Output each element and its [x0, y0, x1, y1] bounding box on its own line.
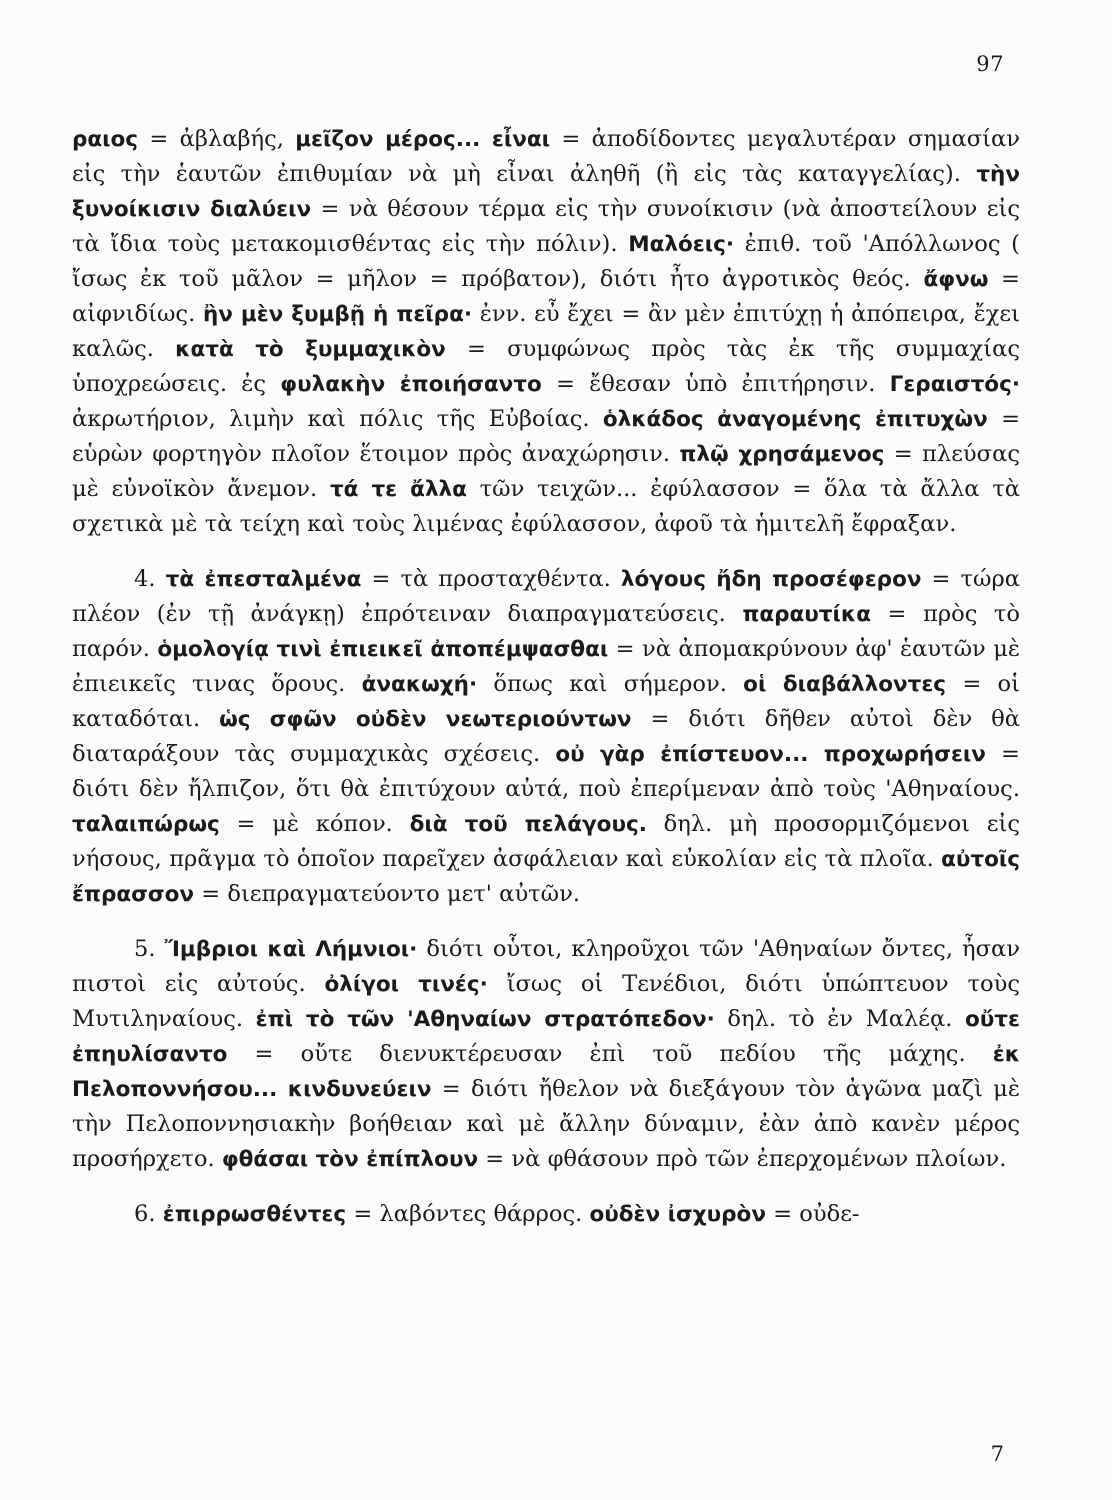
gloss-text: ἀκρωτήριον, λιμὴν καὶ πόλις τῆς Εὐβοίας.	[72, 406, 603, 432]
paragraph-5	[72, 932, 1020, 1177]
gloss-text: = διότι δῆθεν αὐτοὶ δὲν θὰ διαταράξουν τὰς συμμαχικὰς σχέσεις.	[72, 706, 1020, 767]
lemma-term: ὁλκάδος ἀναγομένης ἐπιτυχὼν	[602, 407, 988, 432]
gloss-text: = ἀποδίδοντες μεγαλυτέραν σημασίαν εἰς τὴν ἑαυτῶν ἐπιθυμίαν νὰ μὴ εἶναι ἀληθῆ (ἢ εἰς τὰς καταγγελίας).	[72, 126, 1020, 187]
paragraph-6	[72, 1197, 1020, 1232]
lemma-term: ἐκ Πελοποννήσου... κινδυνεύειν	[72, 1042, 1020, 1102]
gloss-text: = διεπραγματεύοντο μετ' αὐτῶν.	[194, 881, 581, 907]
gloss-text: = πλεύσας μὲ εὐνοϊκὸν ἄνεμον.	[72, 441, 1020, 502]
lemma-term: οἱ διαβάλλοντες	[743, 672, 947, 697]
signature-mark: 7	[990, 1442, 1004, 1466]
lemma-term: κατὰ τὸ ξυμμαχικὸν	[175, 337, 446, 362]
gloss-text: = ἀβλαβής,	[138, 126, 296, 152]
gloss-text: ὅπως καὶ σήμερον.	[477, 671, 744, 697]
lemma-term: αὐτοῖς ἔπρασσον	[72, 847, 1020, 907]
gloss-text: δηλ. τὸ ἐν Μαλέᾳ.	[714, 1006, 965, 1032]
gloss-text: ἴσως οἱ Τενέδιοι, διότι ὑπώπτευον τοὺς Μυτιληναίους.	[72, 971, 1020, 1032]
gloss-text: διότι οὗτοι, κληροῦχοι τῶν 'Αθηναίων ὄντες, ἦσαν πιστοὶ εἰς αὐτούς.	[72, 936, 1021, 997]
lemma-term: πλῷ χρησάμενος	[679, 442, 885, 467]
lemma-term: ἄφνω	[923, 267, 989, 292]
lemma-term: Ἴμβριοι καὶ Λήμνιοι·	[164, 937, 418, 962]
gloss-text: = διότι δὲν ἤλπιζον, ὅτι θὰ ἐπιτύχουν αὐτά, ποὺ ἐπερίμεναν ἀπὸ τοὺς 'Αθηναίους.	[72, 741, 1020, 802]
lemma-term: ἀνακωχή·	[361, 672, 478, 697]
gloss-text: = συμφώνως πρὸς τὰς ἐκ τῆς συμμαχίας ὑποχρεώσεις. ἐς	[72, 336, 1020, 397]
gloss-text: = νὰ θέσουν τέρμα εἰς τὴν συνοίκισιν (νὰ ἀποστείλουν εἰς τὰ ἴδια τοὺς μετακομισθέντας εἰς τὴν πόλιν).	[72, 196, 1020, 257]
paragraph-text	[72, 1197, 1020, 1232]
lemma-term: παραυτίκα	[742, 602, 871, 627]
gloss-text: = εὑρὼν φορτηγὸν πλοῖον ἕτοιμον πρὸς ἀναχώρησιν.	[72, 406, 1021, 467]
gloss-text: = οἱ καταδόται.	[72, 671, 1020, 732]
paragraph-number: 6.	[134, 1201, 163, 1227]
gloss-text: = νὰ φθάσουν πρὸ τῶν ἐπερχομένων πλοίων.	[478, 1146, 1007, 1172]
gloss-text: = νὰ ἀπομακρύνουν ἀφ' ἑαυτῶν μὲ ἐπιεικεῖς τινας ὅρους.	[72, 636, 1021, 697]
page-number: 97	[976, 52, 1004, 76]
lemma-term: ὁμολογίᾳ τινὶ ἐπιεικεῖ ἀποπέμψασθαι	[157, 637, 609, 662]
lemma-term: ὡς σφῶν οὐδὲν νεωτεριούντων	[219, 707, 632, 732]
lemma-term: μεῖζον μέρος... εἶναι	[295, 127, 551, 152]
gloss-text: = αἰφνιδίως.	[72, 266, 1020, 327]
gloss-text: = ἔθεσαν ὑπὸ ἐπιτήρησιν.	[541, 371, 890, 397]
lemma-term: ἐπὶ τὸ τῶν 'Αθηναίων στρατόπεδον·	[255, 1007, 715, 1032]
gloss-text: δηλ. μὴ προσορμιζόμενοι εἰς νήσους, πρᾶγμα τὸ ὁποῖον παρεῖχεν ἀσφάλειαν καὶ εὐκολίαν εἰς τὰ πλοῖα.	[72, 811, 1020, 872]
gloss-text: = τὰ προσταχθέντα.	[361, 566, 621, 592]
paragraph-continuation	[72, 122, 1020, 542]
paragraph-number: 5.	[134, 936, 165, 962]
paragraph-4	[72, 562, 1020, 912]
gloss-text: = οὔτε διενυκτέρευσαν ἐπὶ τοῦ πεδίου τῆς μάχης.	[227, 1041, 993, 1067]
lemma-term: τὴν ξυνοίκισιν διαλύειν	[72, 162, 1020, 222]
lemma-term: φθάσαι τὸν ἐπίπλουν	[221, 1147, 479, 1172]
gloss-text: = πρὸς τὸ παρόν.	[72, 601, 1021, 662]
lemma-term: ἐπιρρωσθέντες	[162, 1202, 347, 1227]
lemma-term: ραιος	[72, 127, 139, 152]
gloss-text: ἐνν. εὖ ἔχει = ἂν μὲν ἐπιτύχῃ ἡ ἀπόπειρα, ἔχει καλῶς.	[72, 301, 1020, 362]
paragraph-text	[72, 562, 1020, 912]
lemma-term: οὐδὲν ἰσχυρὸν	[589, 1202, 766, 1227]
lemma-term: φυλακὴν ἐποιήσαντο	[280, 372, 542, 397]
gloss-text: = λαβόντες θάρρος.	[346, 1201, 590, 1227]
gloss-text: = μὲ κόπον.	[219, 811, 410, 837]
lemma-term: ταλαιπώρως	[72, 812, 220, 837]
lemma-term: τὰ ἐπεσταλμένα	[165, 567, 362, 592]
lemma-term: Γεραιστός·	[889, 372, 1020, 397]
gloss-text: = διότι ἤθελον νὰ διεξάγουν τὸν ἀγῶνα μαζὶ μὲ τὴν Πελοποννησιακὴν βοήθειαν καὶ μὲ ἄλλην δύναμιν, ἐὰν ἀπὸ κανὲν μέρος προσήρχετο.	[72, 1076, 1020, 1172]
gloss-text: = τώρα πλέον (ἐν τῇ ἀνάγκῃ) ἐπρότειναν διαπραγματεύσεις.	[72, 566, 1020, 627]
gloss-text: ἐπιθ. τοῦ 'Απόλλωνος ( ἴσως ἐκ τοῦ μᾶλον = μῆλον = πρόβατον), διότι ἦτο ἀγροτικὸς θεός.	[72, 231, 1020, 292]
commentary-body	[72, 122, 1020, 1232]
paragraph-number: 4.	[134, 566, 166, 592]
gloss-text: = οὐδε-	[765, 1201, 860, 1227]
lemma-term: Μαλόεις·	[628, 232, 734, 257]
lemma-term: λόγους ἤδη προσέφερον	[620, 567, 922, 592]
lemma-term: ὀλίγοι τινές·	[324, 972, 488, 997]
lemma-term: διὰ τοῦ πελάγους.	[409, 812, 647, 837]
paragraph-text	[72, 932, 1020, 1177]
lemma-term: οὔτε ἐπηυλίσαντο	[72, 1007, 1020, 1067]
lemma-term: τά τε ἄλλα	[329, 477, 467, 502]
lemma-term: οὐ γὰρ ἐπίστευον... προχωρήσειν	[555, 742, 986, 767]
lemma-term: ἢν μὲν ξυμβῇ ἡ πεῖρα·	[202, 302, 473, 327]
paragraph-text	[72, 122, 1020, 542]
gloss-text: τῶν τειχῶν... ἐφύλασσον = ὅλα τὰ ἄλλα τὰ σχετικὰ μὲ τὰ τείχη καὶ τοὺς λιμένας ἐφύλασσον, ἀφοῦ τὰ ἡμιτελῆ ἔφραξαν.	[72, 476, 1020, 537]
